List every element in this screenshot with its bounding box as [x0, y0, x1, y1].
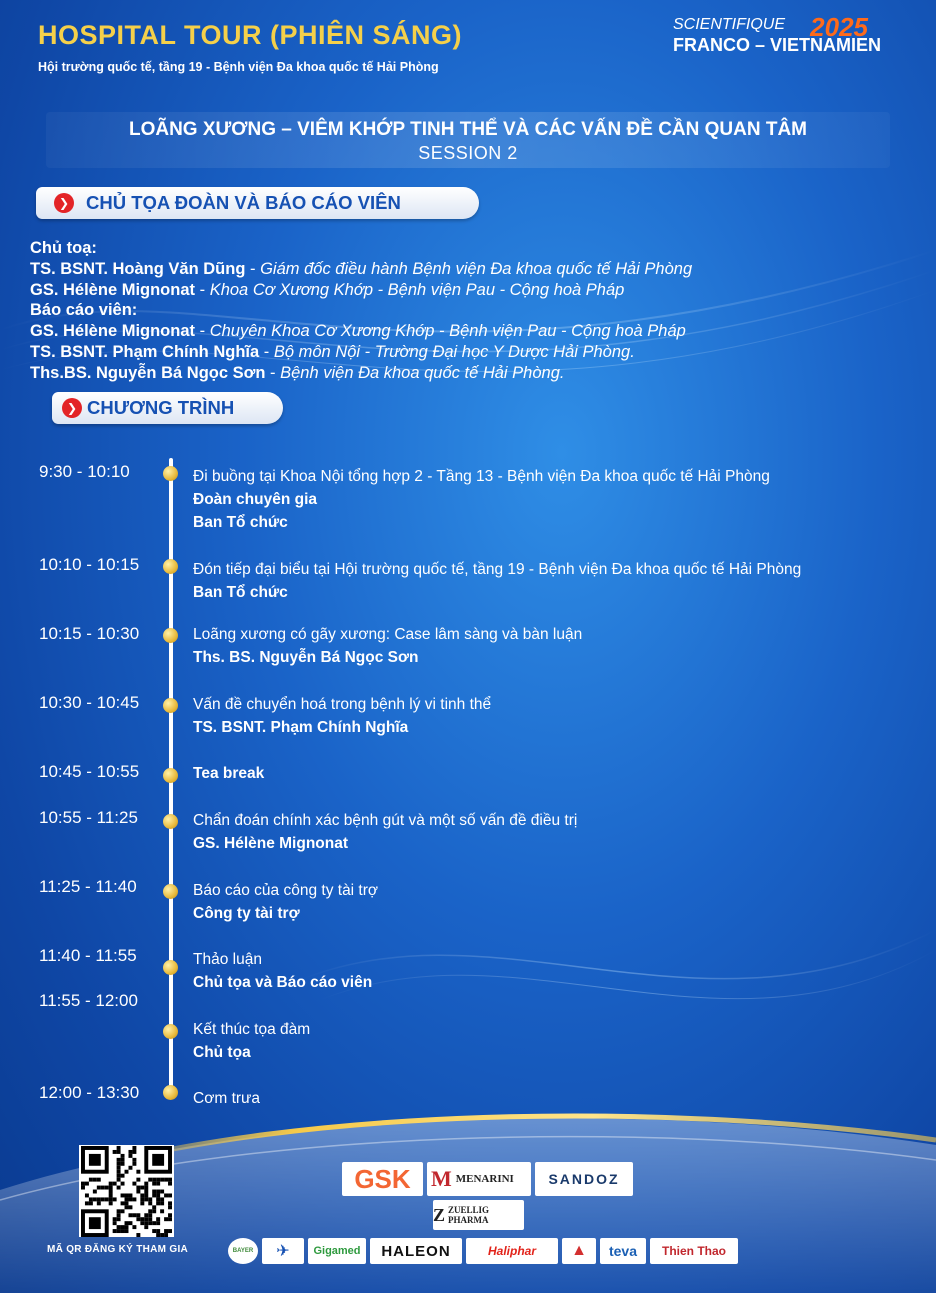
- m-icon: M: [431, 1166, 452, 1191]
- sponsor-logo-haleon: HALEON: [370, 1238, 462, 1264]
- program-time: 10:55 - 11:25: [39, 808, 138, 827]
- program-heading-text: CHƯƠNG TRÌNH: [87, 397, 235, 418]
- timeline-dot: [163, 628, 178, 643]
- program-line: Báo cáo của công ty tài trợ: [193, 882, 379, 899]
- program-line: Đón tiếp đại biểu tại Hội trường quốc tế, tầng 19 - Bệnh viện Đa khoa quốc tế Hải Phòng: [193, 561, 802, 578]
- program-line: Vấn đề chuyển hoá trong bệnh lý vi tinh thể: [193, 696, 492, 713]
- program-line: Kết thúc tọa đàm: [193, 1021, 311, 1038]
- program-time: 10:30 - 10:45: [39, 693, 140, 712]
- qr-label: MÃ QR ĐĂNG KÝ THAM GIA: [47, 1244, 189, 1255]
- program-line: Loãng xương có gãy xương: Case lâm sàng và bàn luận: [193, 626, 583, 643]
- brand-logo: [673, 12, 908, 56]
- sponsor-logo-menarini: M MENARINI: [427, 1162, 531, 1196]
- program-time: 11:40 - 11:55: [39, 946, 137, 965]
- program-time: 11:55 - 12:00: [39, 991, 138, 1010]
- session-number: SESSION 2: [418, 143, 518, 163]
- sponsor-logo-zuellig: Z ZUELLIG PHARMA: [433, 1200, 524, 1230]
- speakers-label: Báo cáo viên:: [30, 301, 138, 320]
- program-line: Ban Tổ chức: [193, 584, 288, 601]
- timeline-dot: [163, 814, 178, 829]
- person-row: GS. Hélène Mignonat - Khoa Cơ Xương Khớp - Bệnh viện Pau - Cộng hoà Pháp: [30, 280, 625, 299]
- program-line: Đi buồng tại Khoa Nội tổng hợp 2 - Tầng 13 - Bệnh viện Đa khoa quốc tế Hải Phòng: [193, 468, 770, 485]
- person-row: GS. Hélène Mignonat - Chuyên Khoa Cơ Xương Khớp - Bệnh viện Pau - Cộng hoà Pháp: [30, 322, 686, 341]
- brand-scientifique: SCIENTIFIQUE: [673, 16, 786, 33]
- program-line: Chủ tọa và Báo cáo viên: [193, 974, 373, 991]
- sponsor-logo-gsk: GSK: [342, 1162, 423, 1196]
- program-line: Đoàn chuyên gia: [193, 491, 318, 508]
- program-time: 11:25 - 11:40: [39, 877, 137, 896]
- brand-franco-vietnamien: FRANCO – VIETNAMIEN: [673, 35, 882, 55]
- program-line: Thảo luận: [193, 951, 262, 968]
- program-line: Ban Tổ chức: [193, 514, 288, 531]
- qr-code-icon: [79, 1145, 174, 1237]
- program-time: 10:15 - 10:30: [39, 624, 140, 643]
- triangle-icon: ▲: [571, 1242, 587, 1259]
- timeline-dot: [163, 466, 178, 481]
- timeline-dot: [163, 698, 178, 713]
- program-section-heading: [52, 392, 283, 424]
- session-banner: [46, 112, 890, 168]
- brand-year: 2025: [810, 12, 868, 42]
- program-item: [193, 623, 582, 669]
- program-line: Ths. BS. Nguyễn Bá Ngọc Sơn: [193, 649, 419, 666]
- z-icon: Z: [433, 1204, 446, 1225]
- sponsor-logo-sandoz: SANDOZ: [535, 1162, 633, 1196]
- sponsor-logo-teva: teva: [600, 1238, 646, 1264]
- program-item: [193, 762, 264, 785]
- person-row: Ths.BS. Nguyễn Bá Ngọc Sơn - Bệnh viện Đa khoa quốc tế Hải Phòng.: [30, 363, 565, 382]
- sponsor-logo-thienthao: Thien Thao: [650, 1238, 738, 1264]
- program-item: [193, 948, 372, 994]
- chairs-heading-text: CHỦ TỌA ĐOÀN VÀ BÁO CÁO VIÊN: [86, 192, 401, 213]
- timeline-dot: [163, 1085, 178, 1100]
- sponsor-logo-gigamed: Gigamed: [308, 1238, 366, 1264]
- program-line: Chẩn đoán chính xác bệnh gút và một số vấn đề điều trị: [193, 812, 578, 829]
- program-item: [193, 693, 491, 739]
- program-line: GS. Hélène Mignonat: [193, 835, 349, 852]
- program-time: 10:45 - 10:55: [39, 762, 140, 781]
- program-item: [193, 809, 577, 855]
- sponsor-logo-haliphar: Haliphar: [466, 1238, 558, 1264]
- timeline-dot: [163, 768, 178, 783]
- program-line: Chủ tọa: [193, 1044, 251, 1061]
- person-row: TS. BSNT. Hoàng Văn Dũng - Giám đốc điều hành Bệnh viện Đa khoa quốc tế Hải Phòng: [30, 259, 693, 278]
- registration-qr-code[interactable]: [79, 1145, 174, 1237]
- timeline-dot: [163, 884, 178, 899]
- chevron-right-icon: ❯: [62, 398, 82, 418]
- program-item: [193, 558, 801, 604]
- program-time: 12:00 - 13:30: [39, 1083, 140, 1102]
- program-line: TS. BSNT. Phạm Chính Nghĩa: [193, 719, 409, 736]
- people-list: [30, 238, 692, 384]
- timeline-dot: [163, 960, 178, 975]
- program-line: Công ty tài trợ: [193, 905, 300, 922]
- sponsor-logo-bayer: BAYER: [228, 1238, 258, 1264]
- sponsor-logo-triangle: [562, 1238, 596, 1264]
- page-title: HOSPITAL TOUR (PHIÊN SÁNG): [38, 20, 463, 50]
- sponsor-logo-small-icon: [262, 1238, 304, 1264]
- timeline-dot: [163, 1024, 178, 1039]
- timeline-dot: [163, 559, 178, 574]
- chairs-section-heading: [36, 187, 479, 219]
- program-time: 10:10 - 10:15: [39, 555, 140, 574]
- program-line: Tea break: [193, 765, 265, 782]
- program-item: [193, 879, 378, 925]
- sponsor-mark-icon: ✈: [276, 1243, 290, 1260]
- program-item: [193, 465, 770, 534]
- venue-subtitle: Hội trường quốc tế, tầng 19 - Bệnh viện Đa khoa quốc tế Hải Phòng: [38, 60, 439, 74]
- person-row: TS. BSNT. Phạm Chính Nghĩa - Bộ môn Nội - Trường Đại học Y Dược Hải Phòng.: [30, 342, 635, 361]
- program-line: Cơm trưa: [193, 1090, 261, 1107]
- session-title: LOÃNG XƯƠNG – VIÊM KHỚP TINH THỂ VÀ CÁC VẤN ĐỀ CẦN QUAN TÂM: [128, 119, 808, 140]
- program-item: [193, 1018, 310, 1064]
- program-time: 9:30 - 10:10: [39, 462, 130, 481]
- chairs-label: Chủ toạ:: [30, 239, 97, 257]
- chevron-right-icon: ❯: [54, 193, 74, 213]
